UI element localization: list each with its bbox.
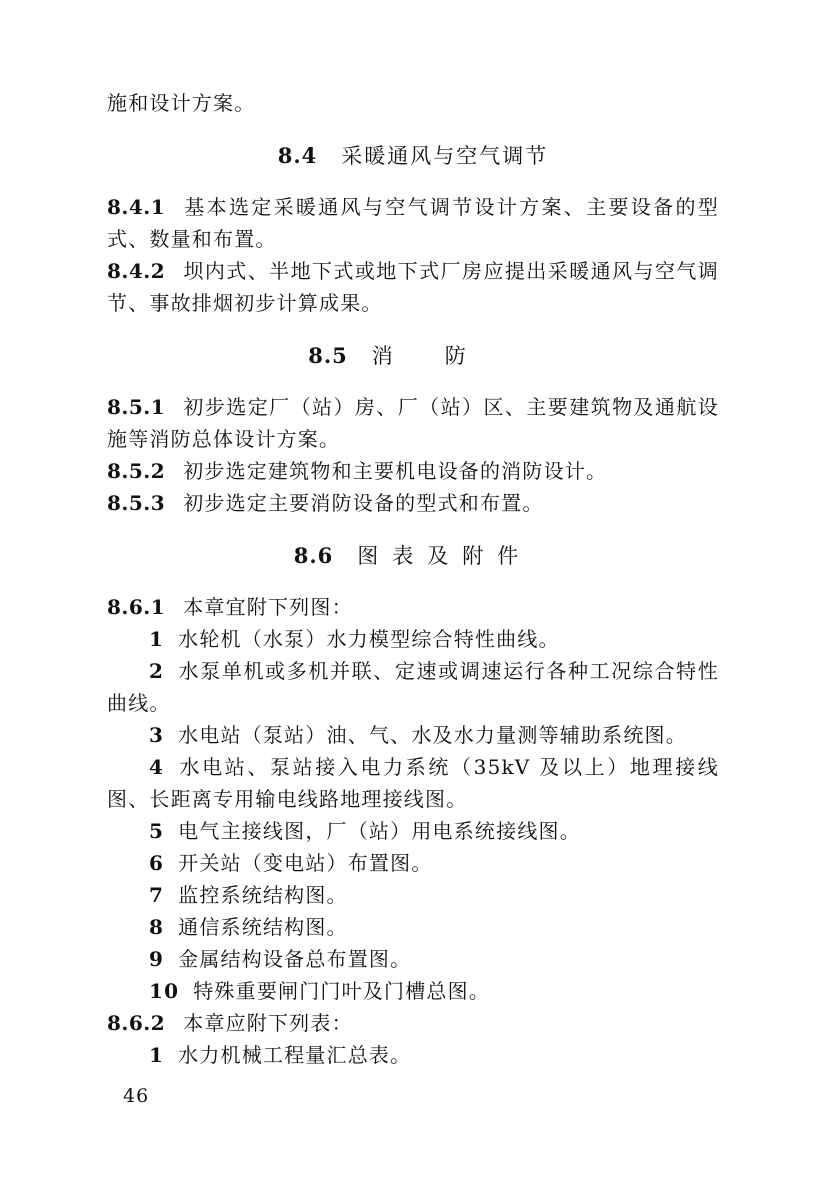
item-number: 3 [149,723,165,747]
clause-number: 8.6.2 [107,1011,166,1035]
clause-8-6-2 [107,1007,719,1039]
section-heading-8-5 [107,340,719,372]
item-number: 1 [149,1043,165,1067]
clause-8-4-2 [107,255,719,319]
item-number: 1 [149,627,165,651]
intro-line: 施和设计方案。 [107,91,256,115]
section-number: 8.5 [308,343,348,368]
clause-8-5-1 [107,391,719,455]
clause-8-5-3 [107,487,719,519]
list-item [107,975,719,1007]
clause-text: 初步选定主要消防设备的型式和布置。 [183,491,544,515]
item-text: 水电站（泵站）油、气、水及水力量测等辅助系统图。 [178,723,687,747]
item-text: 监控系统结构图。 [178,883,348,907]
list-item [107,879,719,911]
clause-text: 初步选定厂（站）房、厂（站）区、主要建筑物及通航设施等消防总体设计方案。 [107,395,719,451]
section-heading-8-4 [107,140,719,172]
item-text: 通信系统结构图。 [178,915,348,939]
list-item [107,943,719,975]
section-heading-8-6 [107,540,719,572]
clause-number: 8.5.2 [107,459,166,483]
list-item [107,751,719,815]
clause-text: 初步选定建筑物和主要机电设备的消防设计。 [183,459,608,483]
list-item [107,1039,719,1071]
item-text: 电气主接线图，厂（站）用电系统接线图。 [178,819,581,843]
item-number: 10 [149,979,180,1003]
item-number: 6 [149,851,165,875]
section-title: 消防 [371,344,518,368]
clause-8-5-2 [107,455,719,487]
list-item [107,719,719,751]
clause-8-6-1 [107,591,719,623]
clause-number: 8.6.1 [107,595,166,619]
clause-8-4-1 [107,191,719,255]
section-number: 8.6 [293,543,334,568]
item-text: 金属结构设备总布置图。 [178,947,412,971]
clause-text: 坝内式、半地下式或地下式厂房应提出采暖通风与空气调节、事故排烟初步计算成果。 [107,259,719,315]
item-text: 开关站（变电站）布置图。 [178,851,433,875]
clause-number: 8.4.1 [107,195,166,219]
clause-text: 本章宜附下列图： [183,595,353,619]
item-text: 水力机械工程量汇总表。 [178,1043,412,1067]
page-number: 46 [123,1085,150,1107]
list-item [107,911,719,943]
item-text: 特殊重要闸门门叶及门槽总图。 [193,979,491,1003]
clause-text: 基本选定采暖通风与空气调节设计方案、主要设备的型式、数量和布置。 [107,195,719,251]
list-item [107,655,719,719]
item-number: 2 [149,659,165,683]
section-number: 8.4 [277,143,318,168]
section-title: 采暖通风与空气调节 [341,144,549,168]
clause-number: 8.5.1 [107,395,166,419]
list-item [107,847,719,879]
item-number: 5 [149,819,165,843]
item-number: 9 [149,947,165,971]
clause-number: 8.4.2 [107,259,166,283]
item-number: 4 [149,755,165,779]
list-item [107,623,719,655]
clause-number: 8.5.3 [107,491,166,515]
item-text: 水电站、泵站接入电力系统（35kV 及以上）地理接线图、长距离专用输电线路地理接线图。 [107,755,719,811]
item-text: 水轮机（水泵）水力模型综合特性曲线。 [178,627,560,651]
clause-text: 本章应附下列表： [183,1011,353,1035]
section-title: 图表及附件 [357,544,533,568]
item-number: 8 [149,915,165,939]
item-text: 水泵单机或多机并联、定速或调速运行各种工况综合特性曲线。 [107,659,719,715]
item-number: 7 [149,883,165,907]
list-item [107,815,719,847]
